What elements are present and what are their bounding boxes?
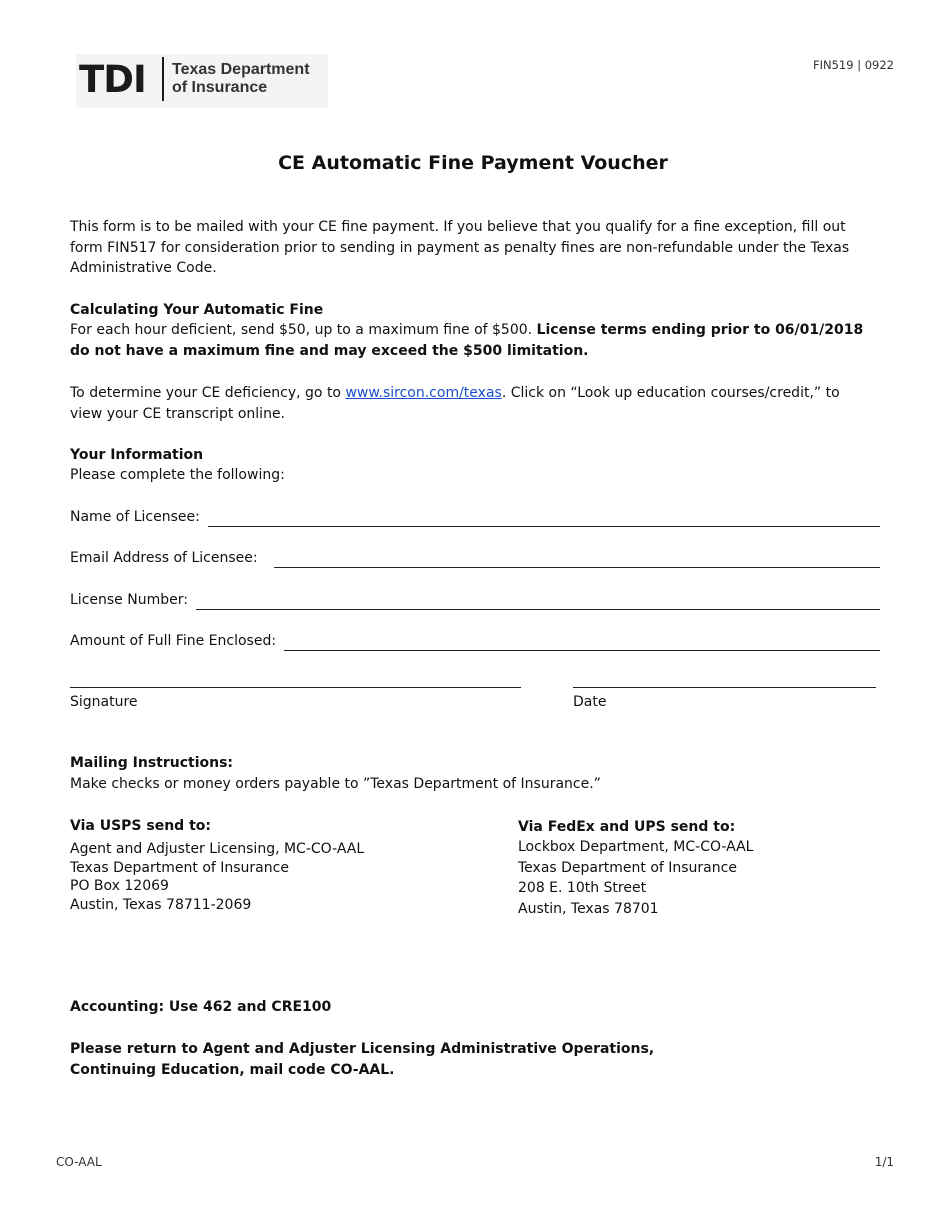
info-heading: Your Information bbox=[70, 447, 204, 463]
amount-input-line[interactable] bbox=[284, 635, 880, 651]
logo-divider bbox=[162, 57, 164, 101]
calc-bold-text: License terms ending prior to 06/01/2018 do not have a maximum fine and may exceed the $500 limitation. bbox=[70, 322, 864, 359]
fedex-address bbox=[518, 837, 753, 919]
logo-line-2: of Insurance bbox=[172, 79, 268, 96]
email-field-row bbox=[70, 546, 880, 568]
amount-label: Amount of Full Fine Enclosed: bbox=[70, 633, 277, 649]
fedex-heading: Via FedEx and UPS send to: bbox=[518, 819, 736, 835]
return-note: Please return to Agent and Adjuster Licensing Administrative Operations, Continuing Education, mail code CO-AAL. bbox=[70, 1041, 655, 1078]
usps-line: Texas Department of Insurance bbox=[70, 859, 289, 876]
date-line[interactable] bbox=[573, 687, 876, 688]
date-label: Date bbox=[573, 694, 607, 710]
email-input-line[interactable] bbox=[274, 552, 880, 568]
intro-paragraph: This form is to be mailed with your CE fine payment. If you believe that you qualify for a fine exception, fill out form FIN517 for consideration prior to sending in payment as penalty fines are non-refundable under the Texas Administrative Code. bbox=[70, 219, 850, 276]
accounting-note: Accounting: Use 462 and CRE100 bbox=[70, 999, 332, 1015]
mailing-text: Make checks or money orders payable to ”Texas Department of Insurance.” bbox=[70, 776, 601, 792]
fedex-line: Texas Department of Insurance bbox=[518, 859, 737, 876]
deficiency-before: To determine your CE deficiency, go to bbox=[70, 385, 346, 401]
name-input-line[interactable] bbox=[208, 511, 880, 527]
info-subheading: Please complete the following: bbox=[70, 467, 285, 483]
deficiency-after: . Click on “Look up education courses/credit,” to view your CE transcript online. bbox=[70, 385, 840, 422]
usps-heading: Via USPS send to: bbox=[70, 818, 211, 834]
license-input-line[interactable] bbox=[196, 594, 880, 610]
license-field-row bbox=[70, 588, 880, 610]
sircon-link[interactable]: www.sircon.com/texas bbox=[345, 385, 502, 401]
calc-paragraph bbox=[70, 320, 882, 361]
signature-label: Signature bbox=[70, 694, 138, 710]
tdi-logo bbox=[76, 54, 328, 108]
name-field-row bbox=[70, 505, 880, 527]
deficiency-paragraph bbox=[70, 383, 870, 424]
logo-mark: TDI bbox=[79, 58, 146, 101]
fedex-line: 208 E. 10th Street bbox=[518, 880, 647, 896]
license-label: License Number: bbox=[70, 592, 188, 608]
mailing-heading: Mailing Instructions: bbox=[70, 755, 234, 771]
calc-text: For each hour deficient, send $50, up to a maximum fine of $500. bbox=[70, 322, 537, 338]
usps-line: PO Box 12069 bbox=[70, 878, 169, 894]
signature-line[interactable] bbox=[70, 687, 521, 688]
name-label: Name of Licensee: bbox=[70, 509, 200, 525]
page-number: 1/1 bbox=[874, 1155, 894, 1169]
usps-address bbox=[70, 840, 364, 914]
logo-line-1: Texas Department bbox=[172, 61, 310, 78]
form-id: FIN519 | 0922 bbox=[812, 58, 894, 72]
amount-field-row bbox=[70, 629, 880, 651]
logo-text bbox=[172, 61, 310, 97]
email-label: Email Address of Licensee: bbox=[70, 550, 258, 566]
fedex-line: Lockbox Department, MC-CO-AAL bbox=[518, 839, 754, 855]
usps-line: Austin, Texas 78711-2069 bbox=[70, 896, 252, 913]
calc-heading: Calculating Your Automatic Fine bbox=[70, 302, 324, 318]
fedex-line: Austin, Texas 78701 bbox=[518, 900, 659, 917]
page-title: CE Automatic Fine Payment Voucher bbox=[278, 152, 668, 174]
usps-line: Agent and Adjuster Licensing, MC-CO-AAL bbox=[70, 841, 365, 857]
footer-code: CO-AAL bbox=[56, 1155, 102, 1169]
